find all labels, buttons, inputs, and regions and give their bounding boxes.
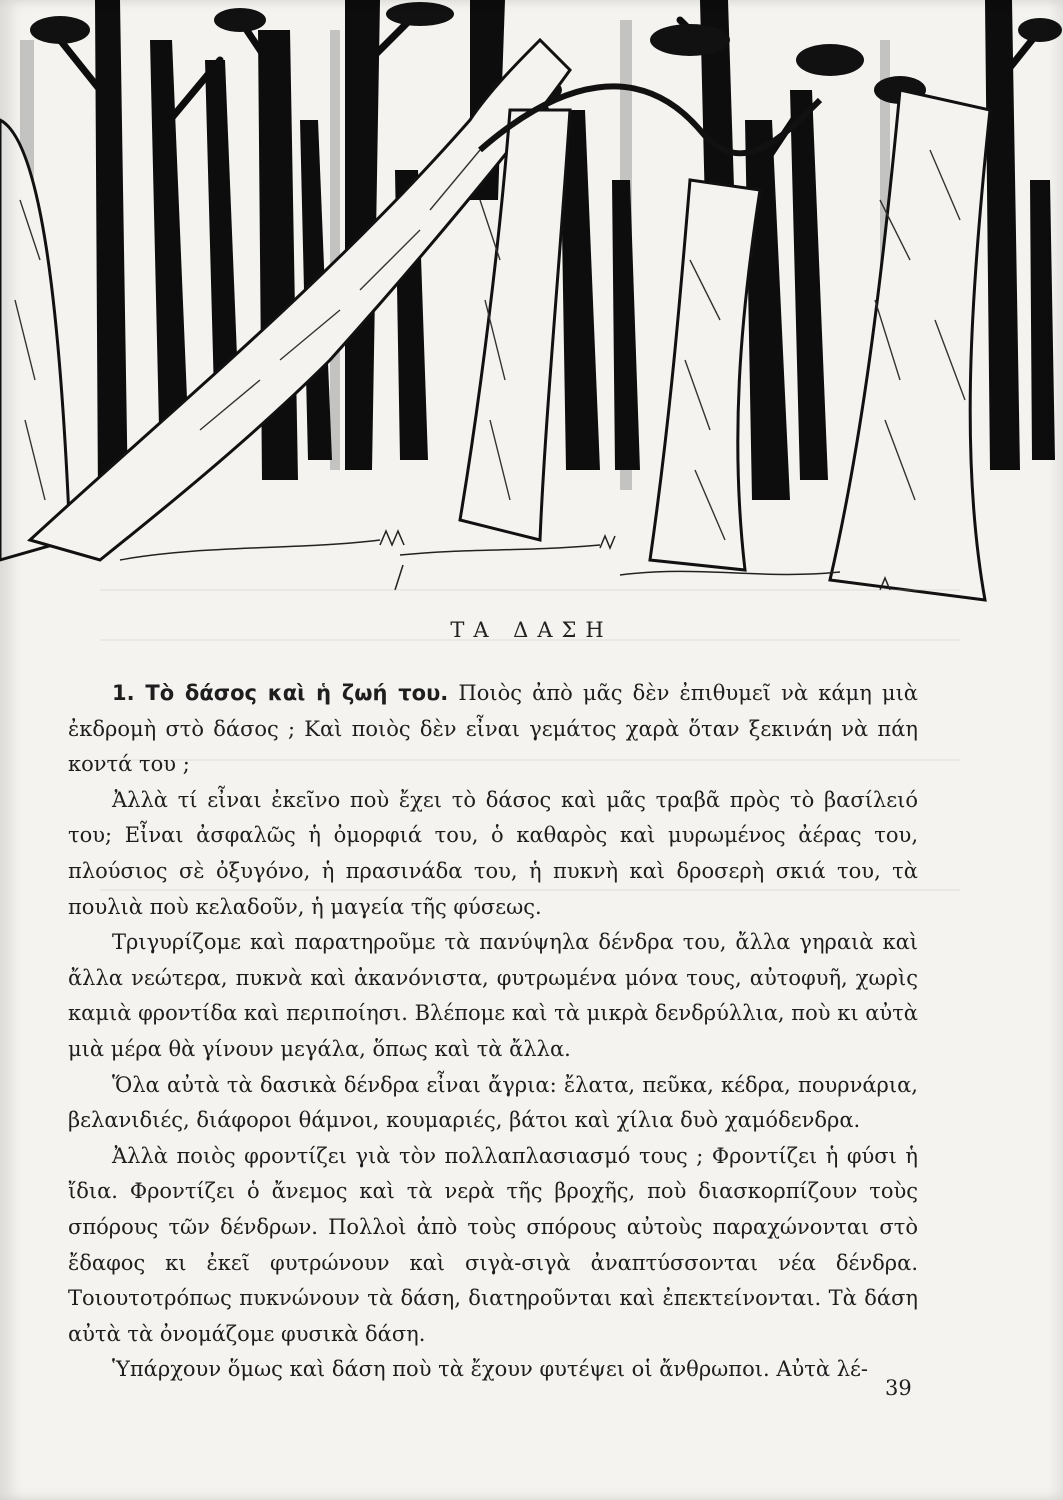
paragraph-3: Τριγυρίζομε καὶ παρατηροῦμε τὰ πανύψηλα δένδρα του, ἄλλα γηραιὰ καὶ ἄλλα νεώτερα, πυκνὰ καὶ ἀκανόνιστα, φυτρωμένα μόνα τους, αὐτοφυῆ, χωρὶς καμιὰ φροντίδα καὶ περιποίησι. Βλέπομε καὶ τὰ μικρὰ δενδρύλλια, ποὺ κι αὐτὰ μιὰ μέρα θὰ γίνουν μεγάλα, ὅπως καὶ τὰ ἄλλα. (68, 930, 918, 1061)
page-number: 39 (885, 1376, 912, 1400)
section-heading: 1. Τὸ δάσος καὶ ἡ ζωή του. (112, 681, 449, 705)
paragraph-2: Ἀλλὰ τί εἶναι ἐκεῖνο ποὺ ἔχει τὸ δάσος καὶ μᾶς τραβᾶ πρὸς τὸ βασίλειό του; Εἶναι ἀσφαλῶς ἡ ὀμορφιά του, ὁ καθαρὸς καὶ μυρωμένος ἀέρας του, πλούσιος σὲ ὀξυγόνο, ἡ πρασινάδα του, ἡ πυκνὴ καὶ δροσερὴ σκιά του, τὰ πουλιὰ ποὺ κελαδοῦν, ἡ μαγεία τῆς φύσεως. (68, 787, 918, 919)
paragraph-5: Ἀλλὰ ποιὸς φροντίζει γιὰ τὸν πολλαπλασιασμό τους ; Φροντίζει ἡ φύσι ἡ ἴδια. Φροντίζει ὁ ἄνεμος καὶ τὰ νερὰ τῆς βροχῆς, ποὺ διασκορπίζουν τοὺς σπόρους τῶν δένδρων. Πολλοὶ ἀπὸ τοὺς σπόρους αὐτοὺς παραχώνονται στὸ ἔδαφος κι ἐκεῖ φυτρώνουν καὶ σιγὰ-σιγὰ ἀναπτύσσονται νέα δένδρα. Τοιουτοτρόπως πυκνώνουν τὰ δάση, διατηροῦνται καὶ ἐπεκτείνονται. Τὰ δάση αὐτὰ τὰ ὀνομάζομε φυσικὰ δάση. (68, 1143, 918, 1346)
chapter-title: ΤΑ ΔΑΣΗ (450, 618, 613, 642)
paragraph-6: Ὑπάρχουν ὅμως καὶ δάση ποὺ τὰ ἔχουν φυτέψει οἱ ἄνθρωποι. Αὐτὰ λέ- (112, 1357, 869, 1382)
forest-illustration (0, 0, 1063, 620)
body-text (68, 676, 918, 1388)
paragraph-1-text: Ποιὸς ἀπὸ μᾶς δὲν ἐπιθυμεῖ νὰ κάμη μιὰ ἐκδρομὴ στὸ δάσος ; Καὶ ποιὸς δὲν εἶναι γεμάτος χαρὰ ὅταν ξεκινάη νὰ πάη κοντά του ; (68, 681, 918, 777)
paragraph-1 (68, 676, 918, 783)
paragraph-4: Ὅλα αὐτὰ τὰ δασικὰ δένδρα εἶναι ἄγρια: ἔλατα, πεῦκα, κέδρα, πουρνάρια, βελανιδιές, διάφοροι θάμνοι, κουμαριές, βάτοι καὶ χίλια δυὸ χαμόδενδρα. (68, 1072, 918, 1133)
